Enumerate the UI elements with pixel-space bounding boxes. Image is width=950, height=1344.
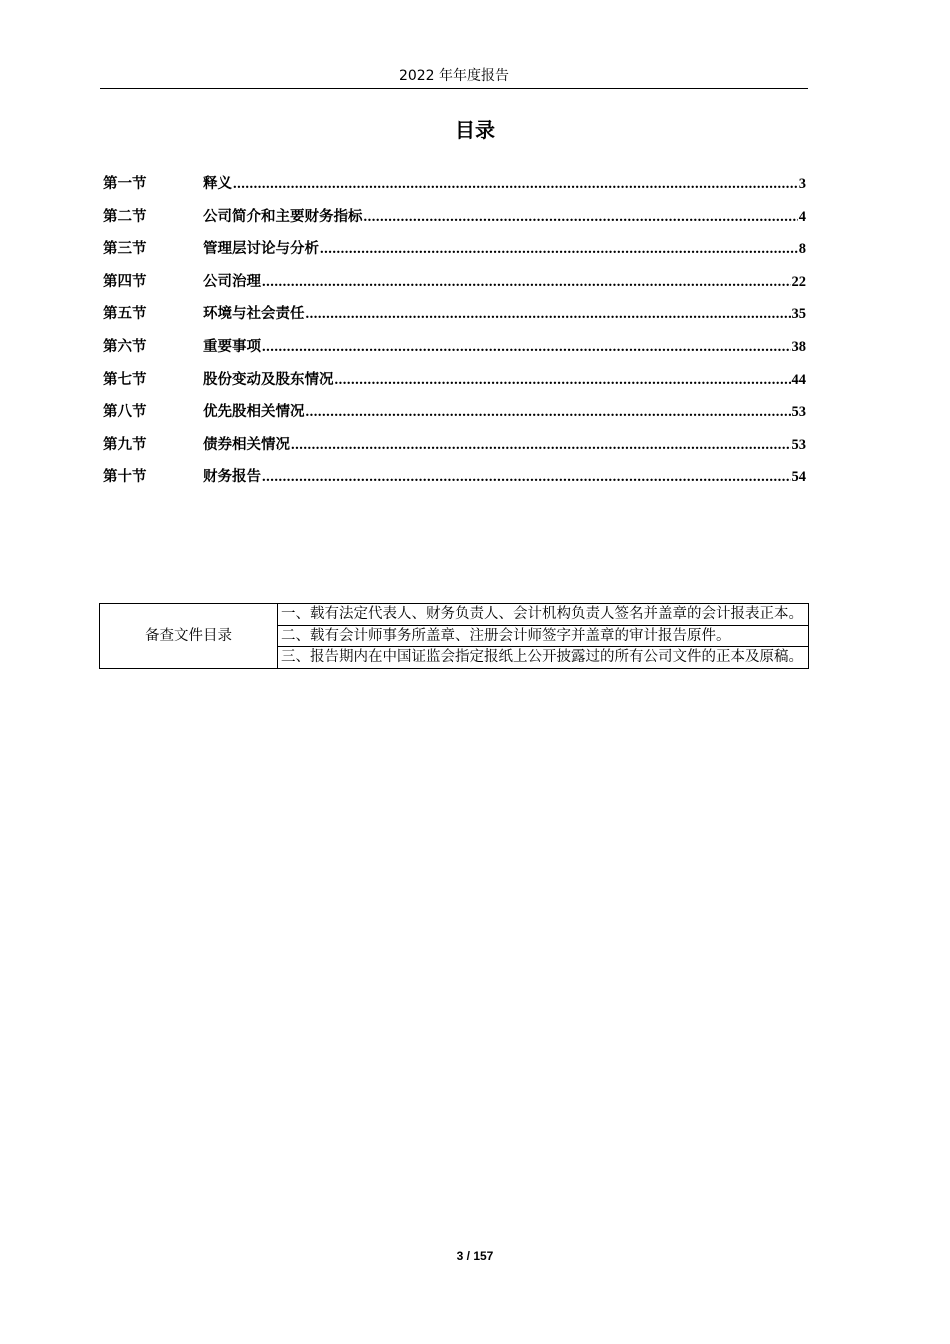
toc-leader-dots: [306, 402, 791, 422]
reference-documents-label: 备查文件目录: [100, 604, 278, 669]
header-rule: [100, 88, 808, 89]
toc-leader-dots: [262, 467, 791, 487]
toc-entry[interactable]: [103, 239, 806, 272]
toc-leader-dots: [262, 272, 791, 292]
toc-section-title: 环境与社会责任: [203, 306, 305, 323]
toc-leader-dots: [335, 370, 791, 390]
toc-section-title: 公司治理: [203, 273, 261, 290]
toc-section-title: 优先股相关情况: [203, 404, 305, 421]
toc-section-title: 债券相关情况: [203, 436, 290, 453]
toc-section-number: 第五节: [103, 306, 147, 323]
toc-page-number: 53: [791, 436, 806, 453]
toc-leader-dots: [364, 207, 798, 227]
running-header: 2022 年年度报告: [398, 68, 510, 84]
reference-item: 三、报告期内在中国证监会指定报纸上公开披露过的所有公司文件的正本及原稿。: [278, 647, 809, 669]
toc-entry[interactable]: [103, 467, 806, 500]
toc-entry[interactable]: [103, 370, 806, 403]
toc-leader-dots: [306, 304, 791, 324]
page-title: 目录: [455, 118, 495, 142]
reference-item: 一、载有法定代表人、财务负责人、会计机构负责人签名并盖章的会计报表正本。: [278, 604, 809, 626]
toc-leader-dots: [233, 174, 798, 194]
reference-item: 二、载有会计师事务所盖章、注册会计师签字并盖章的审计报告原件。: [278, 625, 809, 647]
toc-leader-dots: [291, 435, 791, 455]
reference-documents-table: [99, 603, 809, 669]
toc-page-number: 35: [791, 306, 806, 323]
toc-entry[interactable]: [103, 435, 806, 468]
toc-section-title: 财务报告: [203, 469, 261, 486]
toc-section-title: 股份变动及股东情况: [203, 371, 334, 388]
toc-section-number: 第六节: [103, 338, 147, 355]
toc-section-title: 释义: [203, 176, 232, 192]
toc-page-number: 44: [791, 371, 806, 388]
toc-page-number: 3: [798, 176, 806, 192]
toc-entry[interactable]: [103, 402, 806, 435]
toc-section-title: 重要事项: [203, 338, 261, 355]
toc-section-title: 公司简介和主要财务指标: [203, 208, 363, 225]
table-of-contents: [103, 174, 806, 500]
toc-section-number: 第三节: [103, 241, 147, 258]
toc-section-number: 第九节: [103, 436, 147, 453]
toc-leader-dots: [320, 239, 798, 259]
toc-leader-dots: [262, 337, 791, 357]
toc-section-number: 第十节: [103, 469, 147, 486]
toc-entry[interactable]: [103, 337, 806, 370]
toc-entry[interactable]: [103, 174, 806, 207]
toc-section-number: 第七节: [103, 371, 147, 388]
table-row: [100, 604, 809, 626]
page-indicator: 3 / 157: [456, 1249, 494, 1263]
toc-page-number: 4: [798, 208, 806, 225]
toc-entry[interactable]: [103, 304, 806, 337]
toc-section-number: 第一节: [103, 176, 147, 192]
toc-section-number: 第二节: [103, 208, 147, 225]
toc-page-number: 8: [798, 241, 806, 258]
toc-section-number: 第八节: [103, 404, 147, 421]
toc-page-number: 54: [791, 469, 806, 486]
toc-page-number: 22: [791, 273, 806, 290]
toc-page-number: 53: [791, 404, 806, 421]
toc-section-number: 第四节: [103, 273, 147, 290]
toc-section-title: 管理层讨论与分析: [203, 241, 319, 258]
toc-entry[interactable]: [103, 207, 806, 240]
toc-page-number: 38: [791, 338, 806, 355]
toc-entry[interactable]: [103, 272, 806, 305]
